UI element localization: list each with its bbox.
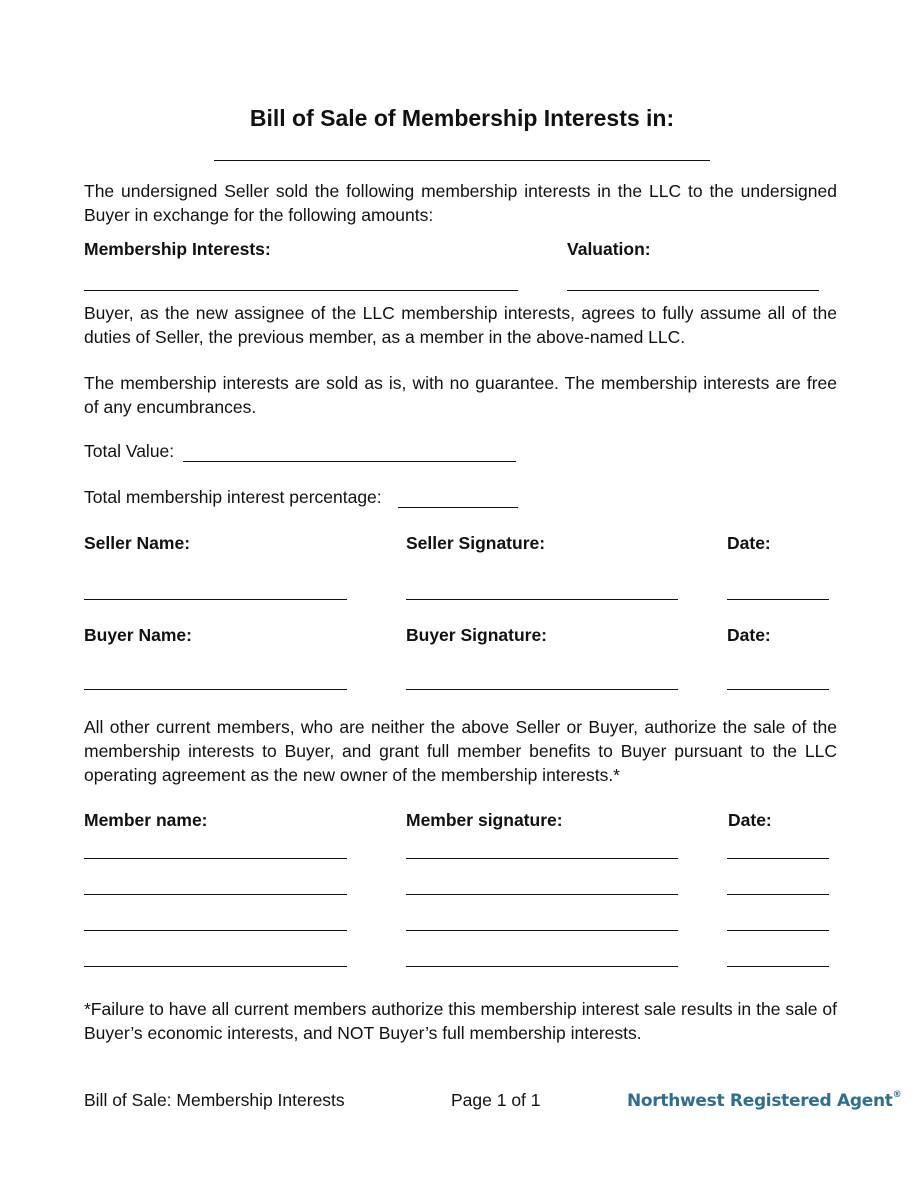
seller-signature-line [406, 599, 678, 600]
seller-date-line [727, 599, 829, 600]
llc-name-line [214, 160, 710, 161]
valuation-label: Valuation: [567, 239, 651, 259]
buyer-signature-line [406, 689, 678, 690]
total-value-line [183, 461, 516, 462]
member-signature-line [406, 894, 678, 895]
footnote-paragraph: *Failure to have all current members authorize this membership interest sale results in the sale of Buyer’s economic interests, and NOT Buyer’s full membership interests. [84, 999, 837, 1043]
member-name-line [84, 966, 347, 967]
intro-paragraph: The undersigned Seller sold the following membership interests in the LLC to the undersigned Buyer in exchange for the following amounts: [84, 181, 837, 225]
buyer-name-line [84, 689, 347, 690]
member-signature-label: Member signature: [406, 810, 563, 830]
assume-duties-paragraph: Buyer, as the new assignee of the LLC membership interests, agrees to fully assume all of the duties of Seller, the previous member, as a member in the above-named LLC. [84, 303, 837, 347]
seller-name-line [84, 599, 347, 600]
member-date-line [727, 966, 829, 967]
member-signature-line [406, 930, 678, 931]
member-signature-line [406, 858, 678, 859]
footer-document-name: Bill of Sale: Membership Interests [84, 1090, 345, 1110]
other-members-paragraph: All other current members, who are neither the above Seller or Buyer, authorize the sale of the membership interests to Buyer, and grant full member benefits to Buyer pursuant to the LLC operating agreement as the new owner of the membership interests.* [84, 717, 837, 785]
buyer-name-label: Buyer Name: [84, 625, 192, 645]
logo-text: Northwest Registered Agent [627, 1091, 893, 1111]
total-percentage-line [398, 507, 518, 508]
registered-mark: ® [892, 1090, 902, 1101]
member-name-line [84, 930, 347, 931]
total-value-label: Total Value: [84, 441, 175, 461]
buyer-signature-label: Buyer Signature: [406, 625, 547, 645]
total-percentage-label: Total membership interest percentage: [84, 487, 382, 507]
member-date-line [727, 858, 829, 859]
member-date-label: Date: [728, 810, 772, 830]
northwest-logo [627, 1091, 901, 1111]
member-date-line [727, 930, 829, 931]
member-date-line [727, 894, 829, 895]
seller-name-label: Seller Name: [84, 533, 191, 553]
member-name-line [84, 894, 347, 895]
membership-interests-line [84, 290, 518, 291]
buyer-date-line [727, 689, 829, 690]
document-title: Bill of Sale of Membership Interests in: [249, 105, 675, 131]
member-name-line [84, 858, 347, 859]
seller-signature-label: Seller Signature: [406, 533, 546, 553]
footer-page-number: Page 1 of 1 [451, 1090, 541, 1110]
membership-interests-label: Membership Interests: [84, 239, 271, 259]
valuation-line [567, 290, 819, 291]
member-name-label: Member name: [84, 810, 208, 830]
seller-date-label: Date: [727, 533, 771, 553]
member-signature-line [406, 966, 678, 967]
as-is-paragraph: The membership interests are sold as is, with no guarantee. The membership interests are free of any encumbrances. [84, 373, 837, 417]
buyer-date-label: Date: [727, 625, 771, 645]
